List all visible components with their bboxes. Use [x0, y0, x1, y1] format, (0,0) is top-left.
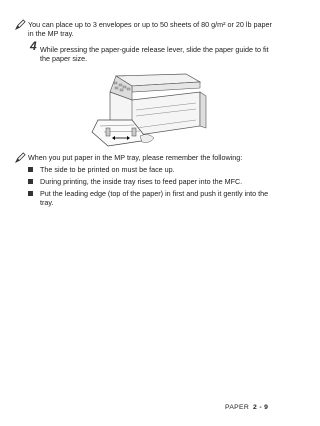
step-4: [30, 39, 275, 63]
note-envelope-capacity: [28, 20, 278, 38]
list-item-text: During printing, the inside tray rises to feed paper into the MFC.: [40, 177, 243, 186]
pencil-note-icon: [15, 152, 26, 163]
page-number: 2 - 9: [253, 404, 269, 411]
square-bullet-icon: [28, 179, 33, 184]
step-number: 4: [30, 39, 37, 53]
list-item: [28, 165, 278, 174]
list-item-text: The side to be printed on must be face up.: [40, 165, 175, 174]
step-text: While pressing the paper-guide release lever, slide the paper guide to fit the paper size.: [40, 45, 269, 63]
page-footer: [225, 404, 268, 411]
tips-list: [28, 165, 278, 207]
pencil-note-icon: [15, 19, 26, 30]
printer-illustration: [88, 70, 213, 148]
note-mp-tray-tips: [28, 153, 278, 207]
footer-section: PAPER: [225, 404, 250, 411]
square-bullet-icon: [28, 167, 33, 172]
square-bullet-icon: [28, 191, 33, 196]
list-item: [28, 189, 278, 207]
list-item: [28, 177, 278, 186]
note-intro: When you put paper in the MP tray, please remember the following:: [28, 153, 243, 162]
list-item-text: Put the leading edge (top of the paper) in first and push it gently into the tray.: [40, 189, 269, 207]
note-text: You can place up to 3 envelopes or up to 50 sheets of 80 g/m² or 20 lb paper in the MP tray.: [28, 20, 272, 38]
